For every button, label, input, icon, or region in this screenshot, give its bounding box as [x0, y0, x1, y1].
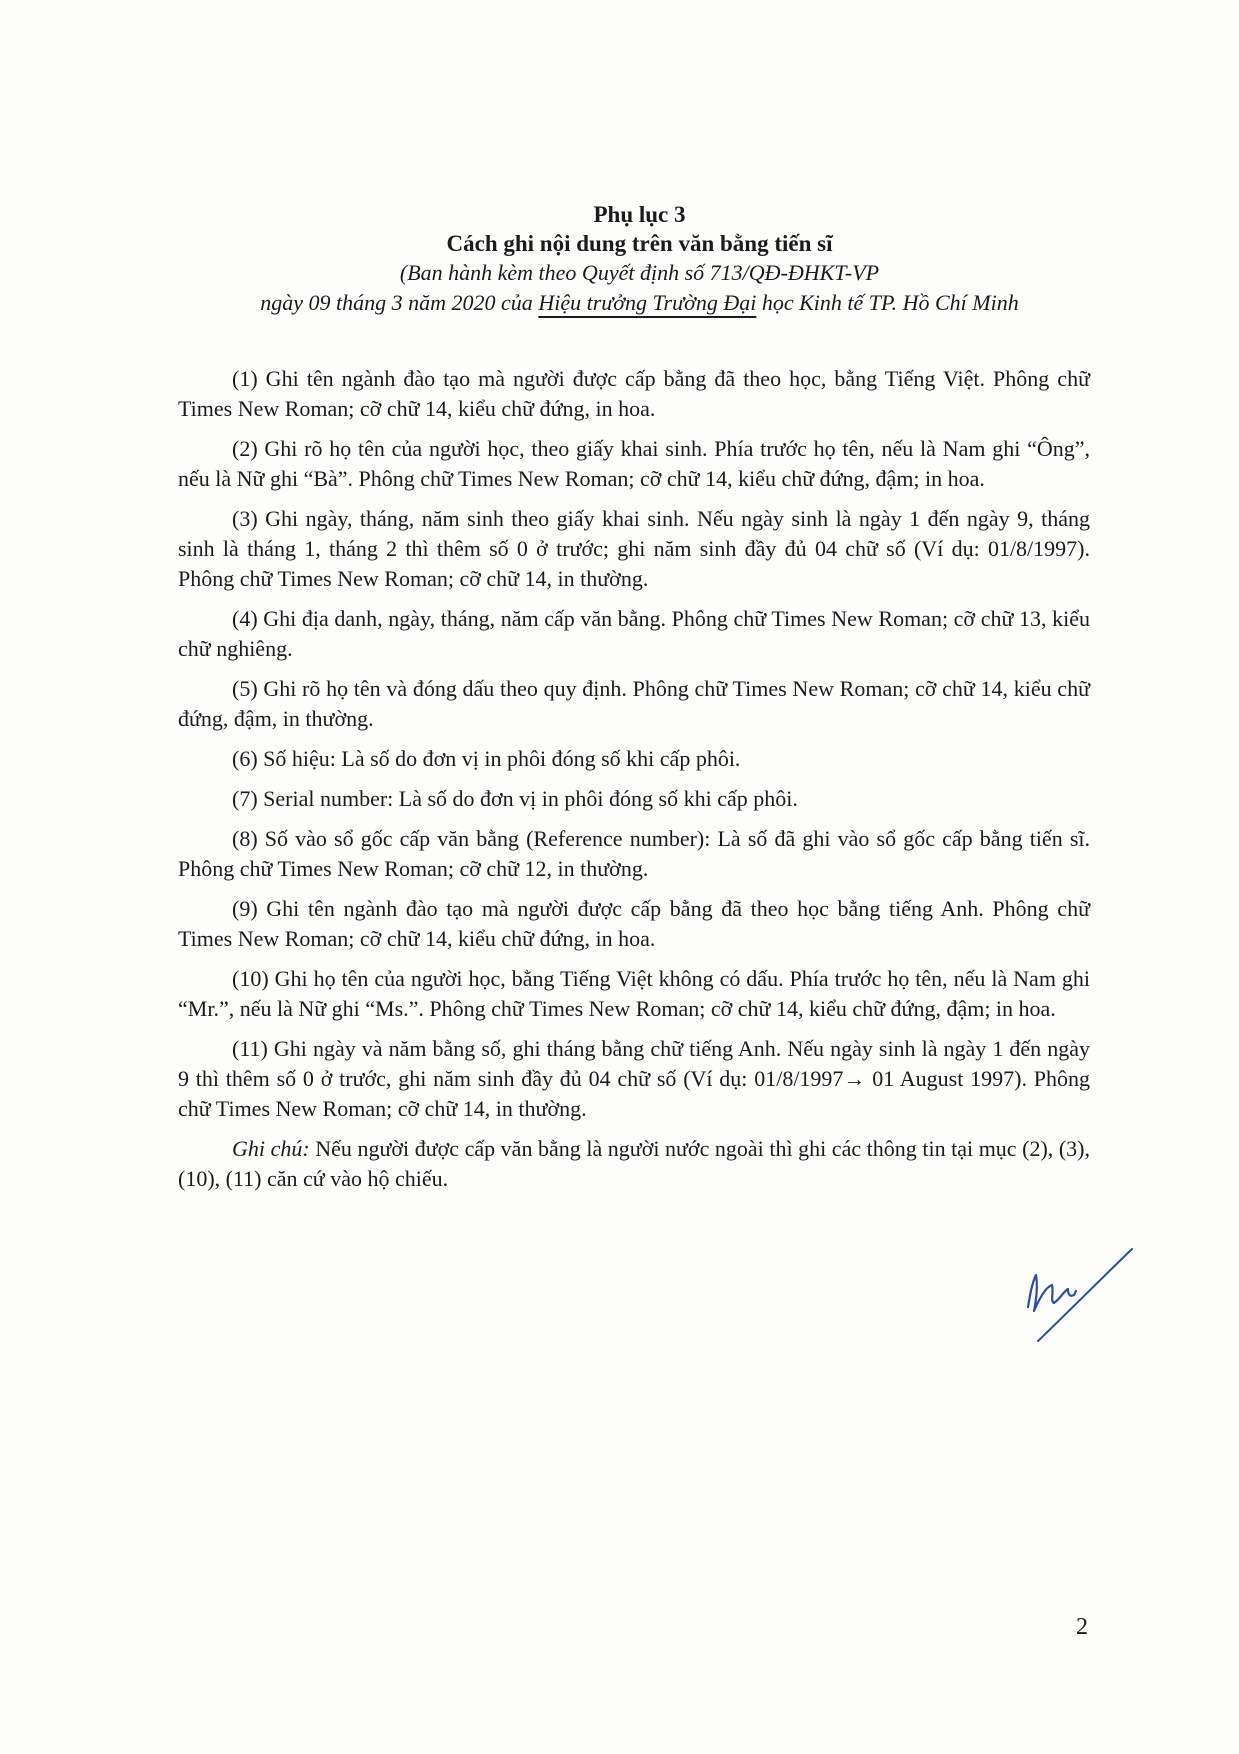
note-text: Nếu người được cấp văn bằng là người nước ngoài thì ghi các thông tin tại mục (2), (3), (10), (11) căn cứ vào hộ chiếu. [178, 1136, 1091, 1191]
instruction-item-2: (2) Ghi rõ họ tên của người học, theo giấy khai sinh. Phía trước họ tên, nếu là Nam ghi “Ông”, nếu là Nữ ghi “Bà”. Phông chữ Times New Roman; cỡ chữ 14, kiểu chữ đứng, đậm; in hoa. [178, 436, 1090, 491]
issued-line-2-underlined: Hiệu trưởng Trường Đại [538, 290, 757, 315]
issued-line-2-suffix: học Kinh tế TP. Hồ Chí Minh [756, 290, 1019, 315]
instruction-item-1: (1) Ghi tên ngành đào tạo mà người được cấp bằng đã theo học, bằng Tiếng Việt. Phông chữ Times New Roman; cỡ chữ 14, kiểu chữ đứng, in hoa. [178, 366, 1090, 421]
instructions-body [178, 364, 1090, 1204]
instruction-item-10: (10) Ghi họ tên của người học, bằng Tiếng Việt không có dấu. Phía trước họ tên, nếu là Nam ghi “Mr.”, nếu là Nữ ghi “Ms.”. Phông chữ Times New Roman; cỡ chữ 14, kiểu chữ đứng, đậm; in hoa. [178, 966, 1090, 1021]
appendix-title: Phụ lục 3 [593, 202, 686, 227]
note-paragraph [178, 1134, 1090, 1194]
issued-by-line-2 [40, 288, 1239, 318]
initials-signature [1010, 1245, 1140, 1345]
instruction-item-3: (3) Ghi ngày, tháng, năm sinh theo giấy khai sinh. Nếu ngày sinh là ngày 1 đến ngày 9, tháng sinh là tháng 1, tháng 2 thì thêm số 0 ở trước; ghi năm sinh đầy đủ 04 chữ số (Ví dụ: 01/8/1997). Phông chữ Times New Roman; cỡ chữ 14, in thường. [178, 506, 1090, 591]
instruction-item-6: (6) Số hiệu: Là số do đơn vị in phôi đóng số khi cấp phôi. [232, 746, 741, 771]
issued-line-2-prefix: ngày 09 tháng 3 năm 2020 của [260, 290, 539, 315]
page-number: 2 [1076, 1614, 1088, 1640]
instruction-item-5: (5) Ghi rõ họ tên và đóng dấu theo quy định. Phông chữ Times New Roman; cỡ chữ 14, kiểu chữ đứng, đậm, in thường. [178, 676, 1090, 731]
instruction-item-9: (9) Ghi tên ngành đào tạo mà người được cấp bằng đã theo học bằng tiếng Anh. Phông chữ Times New Roman; cỡ chữ 14, kiểu chữ đứng, in hoa. [178, 896, 1090, 951]
instruction-item-7: (7) Serial number: Là số do đơn vị in phôi đóng số khi cấp phôi. [232, 786, 798, 811]
appendix-subtitle: Cách ghi nội dung trên văn bằng tiến sĩ [446, 231, 833, 256]
instruction-item-4: (4) Ghi địa danh, ngày, tháng, năm cấp văn bằng. Phông chữ Times New Roman; cỡ chữ 13, kiểu chữ nghiêng. [178, 606, 1090, 661]
instruction-item-11: (11) Ghi ngày và năm bằng số, ghi tháng bằng chữ tiếng Anh. Nếu ngày sinh là ngày 1 đến ngày 9 thì thêm số 0 ở trước, ghi năm sinh đầy đủ 04 chữ số (Ví dụ: 01/8/1997→ 01 August 1997). Phông chữ Times New Roman; cỡ chữ 14, in thường. [178, 1036, 1090, 1121]
appendix-header [0, 200, 1239, 318]
issued-by-line-1: (Ban hành kèm theo Quyết định số 713/QĐ-ĐHKT-VP [399, 260, 880, 285]
note-label: Ghi chú: [232, 1136, 310, 1161]
instruction-item-8: (8) Số vào sổ gốc cấp văn bằng (Reference number): Là số đã ghi vào sổ gốc cấp bằng tiến sĩ. Phông chữ Times New Roman; cỡ chữ 12, in thường. [178, 826, 1090, 881]
